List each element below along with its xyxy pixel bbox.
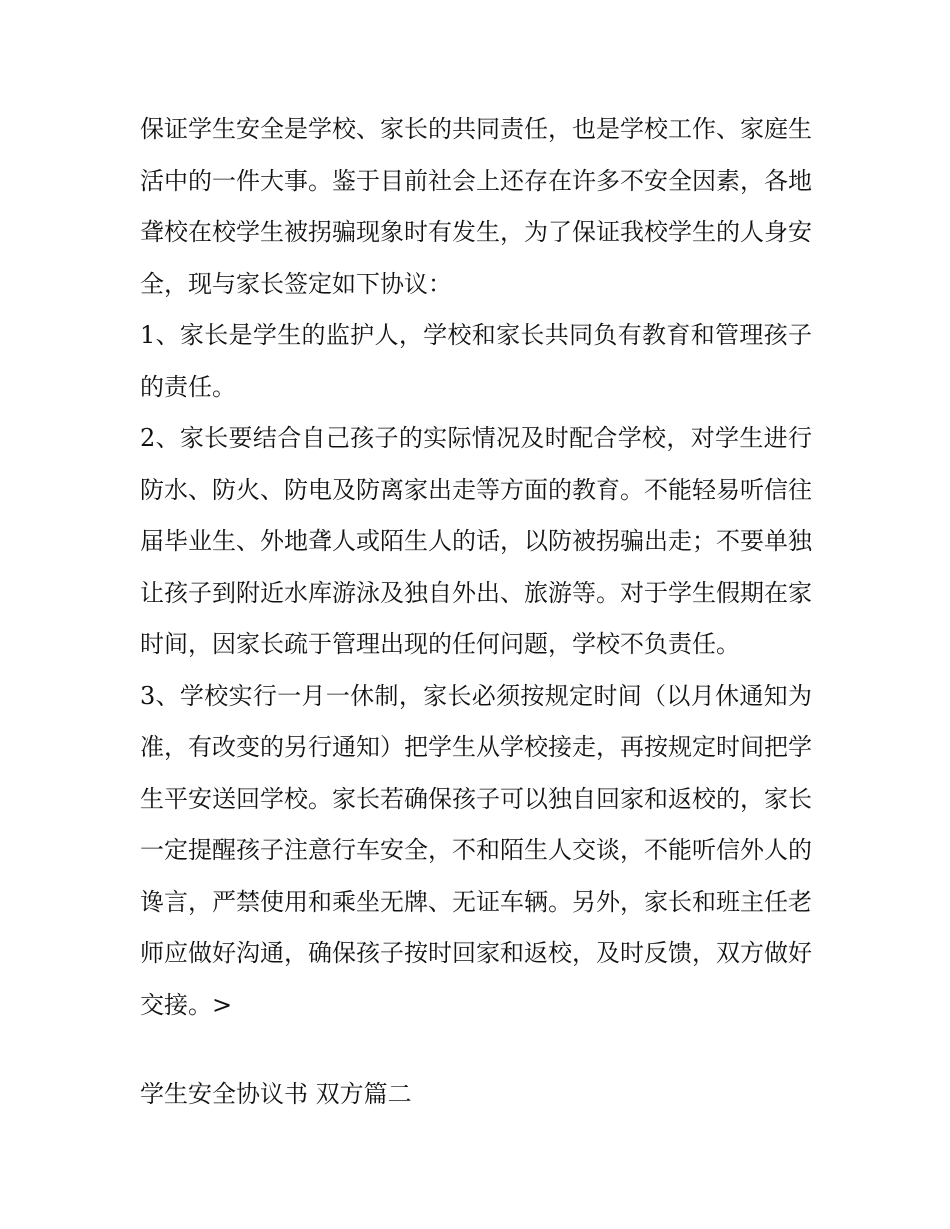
paragraph-intro: 保证学生安全是学校、家长的共同责任，也是学校工作、家庭生活中的一件大事。鉴于目前社会上还存在许多不安全因素，各地聋校在校学生被拐骗现象时有发生，为了保证我校学生的人身安全，现与家长签定如下协议： bbox=[140, 115, 812, 298]
document-body bbox=[140, 104, 812, 1031]
paragraph-item-2: 2、家长要结合自己孩子的实际情况及时配合学校，对学生进行防水、防火、防电及防离家出走等方面的教育。不能轻易听信往届毕业生、外地聋人或陌生人的话，以防被拐骗出走；不要单独让孩子到附近水库游泳及独自外出、旅游等。对于学生假期在家时间，因家长疏于管理出现的任何问题，学校不负责任。 bbox=[140, 424, 812, 658]
paragraph-item-1: 1、家长是学生的监护人，学校和家长共同负有教育和管理孩子的责任。 bbox=[140, 321, 812, 401]
section-title: 学生安全协议书 双方篇二 bbox=[140, 1080, 412, 1108]
paragraph-item-3: 3、学校实行一月一休制，家长必须按规定时间（以月休通知为准，有改变的另行通知）把学生从学校接走，再按规定时间把学生平安送回学校。家长若确保孩子可以独自回家和返校的，家长一定提醒孩子注意行车安全，不和陌生人交谈，不能听信外人的谗言，严禁使用和乘坐无牌、无证车辆。另外，家长和班主任老师应做好沟通，确保孩子按时回家和返校，及时反馈，双方做好交接。> bbox=[140, 681, 812, 1019]
